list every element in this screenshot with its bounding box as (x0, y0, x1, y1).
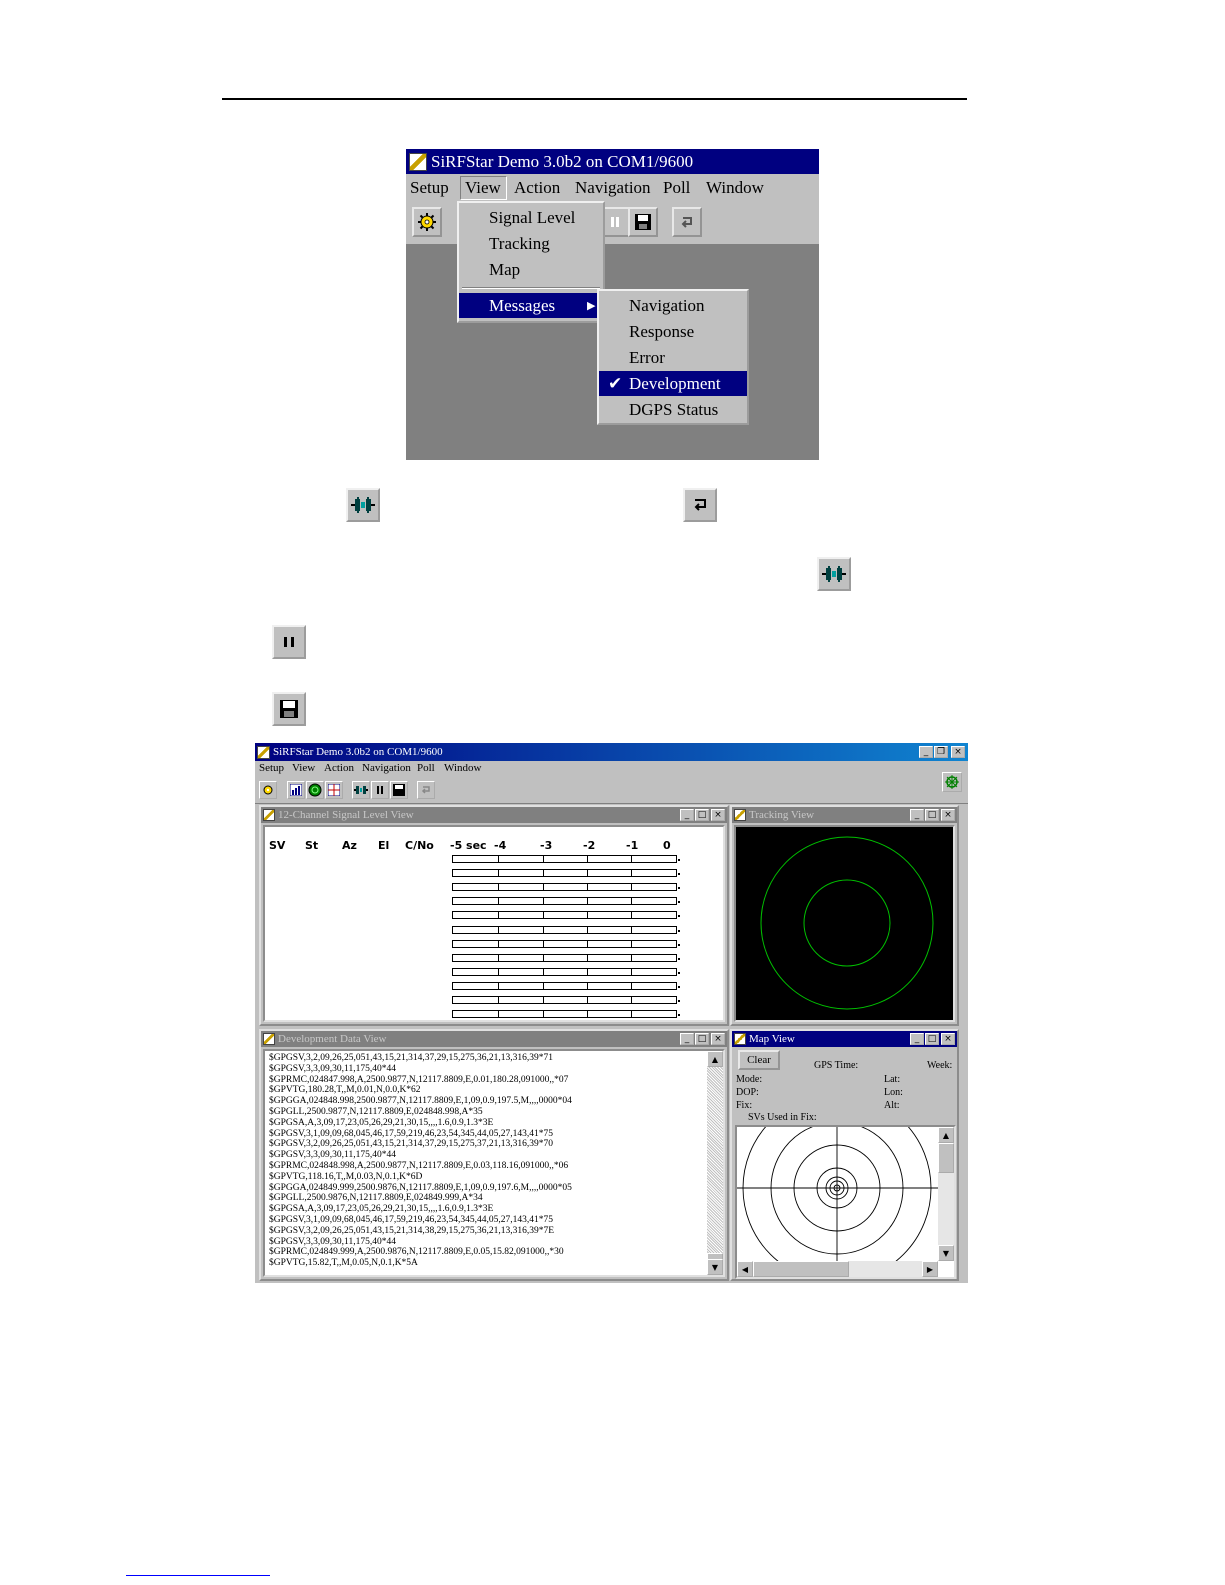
lat-label: Lat: (884, 1074, 901, 1085)
menu-view[interactable]: View (465, 178, 501, 197)
map-button[interactable] (325, 781, 343, 799)
menu-view-pressed (460, 176, 507, 200)
inner-ring (804, 880, 890, 966)
signal-bar-row (452, 968, 677, 976)
map-horizontal-scrollbar[interactable] (737, 1261, 938, 1277)
development-title: Development Data View (278, 1033, 387, 1045)
close-button[interactable]: × (941, 1033, 955, 1045)
view-menu (457, 201, 605, 323)
menu-item-navigation[interactable]: Navigation (629, 296, 705, 315)
log-line: $GPRMC,024847.998,A,2500.9877,N,12117.8809,E,0.01,180.28,091000,,*07 (269, 1074, 569, 1085)
signal-bar-marker (678, 958, 680, 960)
fix-label: Fix: (736, 1100, 753, 1111)
log-line: $GPRMC,024848.998,A,2500.9877,N,12117.8809,E,0.03,118.16,091000,,*06 (269, 1160, 569, 1171)
map-plot[interactable] (735, 1125, 956, 1279)
map-vertical-scrollbar[interactable] (938, 1127, 954, 1261)
menu-navigation[interactable]: Navigation (575, 178, 651, 197)
menu-item-map[interactable]: Map (489, 260, 521, 279)
signal-bar-marker (678, 887, 680, 889)
scroll-down-icon[interactable]: ▼ (707, 1259, 723, 1275)
log-line: $GPGLL,2500.9877,N,12117.8809,E,024848.998,A*35 (269, 1106, 483, 1117)
pause-icon (375, 785, 385, 795)
minimize-button[interactable]: _ (910, 809, 924, 821)
menu-item-signal-level[interactable]: Signal Level (489, 208, 576, 227)
log-line: $GPRMC,024849.999,A,2500.9876,N,12117.8809,E,0.05,15.82,091000,,*30 (269, 1247, 564, 1258)
scroll-thumb[interactable] (938, 1143, 954, 1173)
tracking-title: Tracking View (749, 809, 815, 821)
time-label: -2 (583, 839, 596, 852)
clear-button[interactable]: Clear (738, 1050, 780, 1070)
tracking-titlebar (732, 807, 957, 823)
h-scroll-thumb[interactable] (753, 1261, 849, 1277)
map-window (730, 1029, 959, 1281)
menu-item-development[interactable]: ✔ Development (599, 371, 747, 396)
log-line: $GPGSA,A,3,09,17,23,05,26,29,21,30,15,,,,1.6,0.9,1.3*3E (269, 1204, 494, 1215)
maximize-button[interactable]: □ (695, 1033, 709, 1045)
signal-level-client (263, 825, 725, 1022)
log-line: $GPVTG,180.28,T,,M,0.01,N,0.0,K*62 (269, 1085, 421, 1096)
menu-window[interactable]: Window (444, 762, 482, 774)
tracking-rings (736, 827, 957, 1024)
signal-bar-row (452, 855, 677, 863)
menu-window[interactable]: Window (706, 178, 764, 197)
log-line: $GPGGA,024848.998,2500.9877,N,12117.8809,E,1,09,0.9,197.5,M,,,,0000*04 (269, 1096, 572, 1107)
signal-bar-row (452, 940, 677, 948)
pause-icon (281, 634, 297, 650)
time-label: 0 (663, 839, 671, 852)
log-line: $GPGGA,024849.999,2500.9876,N,12117.8809,E,1,09,0.9,197.6,M,,,,0000*05 (269, 1182, 572, 1193)
signal-bar-marker (678, 1014, 680, 1016)
development-log[interactable] (263, 1049, 725, 1277)
log-line: $GPGSV,3,1,09,09,68,045,46,17,59,219,46,23,54,345,44,05,27,143,41*75 (269, 1214, 554, 1225)
col-sv: SV (269, 839, 286, 852)
signal-bar-marker (678, 986, 680, 988)
log-line: $GPGSV,3,3,09,30,11,175,40*44 (269, 1063, 396, 1074)
vertical-scrollbar[interactable] (707, 1051, 723, 1275)
reset-button[interactable] (417, 781, 435, 799)
signal-level-title: 12-Channel Signal Level View (278, 809, 414, 821)
log-line: $GPGSA,A,3,09,17,23,05,26,29,21,30,15,,,,1.6,0.9,1.3*3E (269, 1117, 494, 1128)
tracking-plot (734, 825, 955, 1022)
floppy-icon (279, 699, 299, 719)
development-data-window (259, 1029, 729, 1281)
window-title: SiRFStar Demo 3.0b2 on COM1/9600 (273, 746, 443, 758)
svs-used-label: SVs Used in Fix: (748, 1112, 817, 1123)
log-line: $GPVTG,15.82,T,,M,0.05,N,0.1,K*5A (269, 1258, 418, 1269)
log-line: $GPGSV,3,2,09,26,25,051,43,15,21,314,37,29,15,275,37,21,13,316,39*70 (269, 1139, 554, 1150)
signal-level-titlebar (261, 807, 727, 823)
connect-button[interactable] (346, 488, 380, 522)
map-grid-icon (328, 784, 340, 796)
reset-button[interactable] (672, 207, 702, 237)
minimize-button[interactable]: _ (910, 1033, 924, 1045)
footer-link-underline (126, 1575, 270, 1576)
bar-chart-icon (290, 784, 302, 796)
minimize-button[interactable]: _ (680, 1033, 694, 1045)
menu-view[interactable]: View (292, 762, 316, 774)
time-label: -5 sec (450, 839, 487, 852)
nmea-log-text (269, 1053, 572, 1269)
menu-action[interactable]: Action (324, 762, 354, 774)
col-az: Az (342, 839, 357, 852)
log-line: $GPVTG,118.16,T,,M,0.03,N,0.1,K*6D (269, 1171, 423, 1182)
signal-bar-row (452, 954, 677, 962)
setup-gear-button[interactable] (259, 781, 277, 799)
app-icon (257, 746, 270, 759)
satellite-icon (944, 774, 960, 790)
gps-time-label: GPS Time: (814, 1060, 859, 1071)
close-button[interactable]: × (951, 746, 965, 758)
outer-ring (761, 837, 933, 1009)
signal-bar-row (452, 897, 677, 905)
time-label: -4 (494, 839, 507, 852)
maximize-button[interactable]: □ (925, 809, 939, 821)
time-label: -1 (626, 839, 639, 852)
reset-button-large[interactable] (683, 488, 717, 522)
app-icon (409, 153, 427, 171)
signal-bar-row (452, 1010, 677, 1018)
pause-icon (608, 215, 622, 229)
menu-action[interactable]: Action (514, 178, 561, 197)
log-line: $GPGSV,3,3,09,30,11,175,40*44 (269, 1236, 396, 1247)
lon-label: Lon: (884, 1087, 903, 1098)
connect-button-2[interactable] (817, 557, 851, 591)
col-el: El (378, 839, 390, 852)
reset-arrow-icon (691, 497, 709, 513)
time-label: -3 (540, 839, 553, 852)
floppy-icon (634, 213, 652, 231)
signal-bar-marker (678, 1000, 680, 1002)
signal-bar-row (452, 883, 677, 891)
log-line: $GPGSV,3,2,09,26,25,051,43,15,21,314,37,29,15,275,36,21,13,316,39*71 (269, 1053, 554, 1063)
log-line: $GPGSV,3,1,09,09,68,045,46,17,59,219,46,23,54,345,44,05,27,143,41*75 (269, 1128, 554, 1139)
scroll-left-icon[interactable]: ◀ (737, 1261, 753, 1277)
connect-plug-icon (351, 495, 375, 515)
scroll-up-icon[interactable]: ▲ (707, 1051, 723, 1067)
menu-poll[interactable]: Poll (417, 762, 435, 774)
signal-bar-marker (678, 859, 680, 861)
map-title: Map View (749, 1033, 795, 1045)
check-icon: ✔ (608, 374, 623, 393)
minimize-button[interactable]: _ (680, 809, 694, 821)
title-bar (406, 149, 819, 174)
window-title: SiRFStar Demo 3.0b2 on COM1/9600 (431, 151, 694, 171)
signal-bar-marker (678, 930, 680, 932)
menu-item-error[interactable]: Error (629, 348, 665, 367)
window-icon (263, 809, 275, 821)
close-button[interactable]: × (711, 1033, 725, 1045)
maximize-button[interactable]: □ (925, 1033, 939, 1045)
messages-submenu (597, 289, 749, 425)
col-st: St (305, 839, 319, 852)
setup-gear-button[interactable] (412, 207, 442, 237)
signal-bar-marker (678, 915, 680, 917)
satellite-status-button[interactable] (942, 772, 962, 792)
save-button[interactable] (628, 207, 658, 237)
menu-item-messages[interactable]: Messages ▶ (459, 293, 603, 318)
minimize-button[interactable]: _ (919, 746, 933, 758)
close-button[interactable]: × (941, 809, 955, 821)
submenu-arrow-icon: ▶ (587, 300, 596, 312)
connect-plug-icon (822, 564, 846, 584)
menu-separator (462, 287, 600, 289)
pause-button[interactable] (371, 781, 389, 799)
menu-item-response[interactable]: Response (629, 322, 695, 341)
tracking-window (730, 805, 959, 1026)
tracking-radar-icon (308, 783, 322, 797)
dop-label: DOP: (736, 1087, 759, 1098)
screenshot-main-window (255, 743, 968, 1283)
log-line: $GPGSV,3,3,09,30,11,175,40*44 (269, 1150, 396, 1161)
map-client (734, 1049, 955, 1277)
menu-item-dgps-status[interactable]: DGPS Status (629, 400, 719, 419)
signal-bar-row (452, 982, 677, 990)
window-icon (734, 1033, 746, 1045)
menu-navigation[interactable]: Navigation (362, 762, 411, 774)
signal-bar-marker (678, 873, 680, 875)
title-bar (255, 743, 968, 761)
signal-bar-marker (678, 972, 680, 974)
reset-arrow-icon (679, 215, 695, 229)
window-icon (734, 809, 746, 821)
week-label: Week: (927, 1060, 953, 1071)
toolbar (255, 778, 968, 804)
signal-bar-marker (678, 944, 680, 946)
col-cno: C/No (405, 839, 434, 852)
mode-label: Mode: (736, 1074, 763, 1085)
signal-bar-row (452, 996, 677, 1004)
scroll-up-icon[interactable]: ▲ (938, 1127, 954, 1143)
signal-bar-row (452, 926, 677, 934)
connect-plug-icon (354, 785, 368, 795)
window-icon (263, 1033, 275, 1045)
gear-icon (262, 784, 274, 796)
menu-item-tracking[interactable]: Tracking (489, 234, 550, 253)
gear-icon (417, 212, 437, 232)
reset-arrow-icon (420, 785, 432, 795)
save-button[interactable] (390, 781, 408, 799)
scroll-right-icon[interactable]: ▶ (922, 1261, 938, 1277)
menu-setup[interactable]: Setup (410, 178, 449, 197)
signal-level-window (259, 805, 729, 1026)
tracking-button[interactable] (306, 781, 324, 799)
log-line: $GPGLL,2500.9876,N,12117.8809,E,024849.999,A*34 (269, 1193, 483, 1204)
signal-bar-row (452, 869, 677, 877)
menu-bar (255, 761, 968, 778)
connect-button[interactable] (352, 781, 370, 799)
development-titlebar (261, 1031, 727, 1047)
log-line: $GPGSV,3,2,09,26,25,051,43,15,21,314,38,29,15,275,36,21,13,316,39*7E (269, 1225, 555, 1236)
menu-poll[interactable]: Poll (663, 178, 691, 197)
close-button[interactable]: × (711, 809, 725, 821)
restore-button[interactable]: ❐ (934, 746, 948, 758)
signal-bar-marker (678, 901, 680, 903)
maximize-button[interactable]: □ (695, 809, 709, 821)
menu-setup[interactable]: Setup (259, 762, 285, 774)
alt-label: Alt: (884, 1100, 900, 1111)
scroll-down-icon[interactable]: ▼ (938, 1245, 954, 1261)
map-rings (737, 1127, 938, 1261)
signal-level-button[interactable] (287, 781, 305, 799)
save-button-large[interactable] (272, 692, 306, 726)
floppy-icon (393, 784, 405, 796)
map-titlebar (732, 1031, 957, 1047)
screenshot-view-menu (406, 149, 819, 460)
header-rule (222, 98, 967, 100)
signal-bar-row (452, 911, 677, 919)
pause-button-large[interactable] (272, 625, 306, 659)
